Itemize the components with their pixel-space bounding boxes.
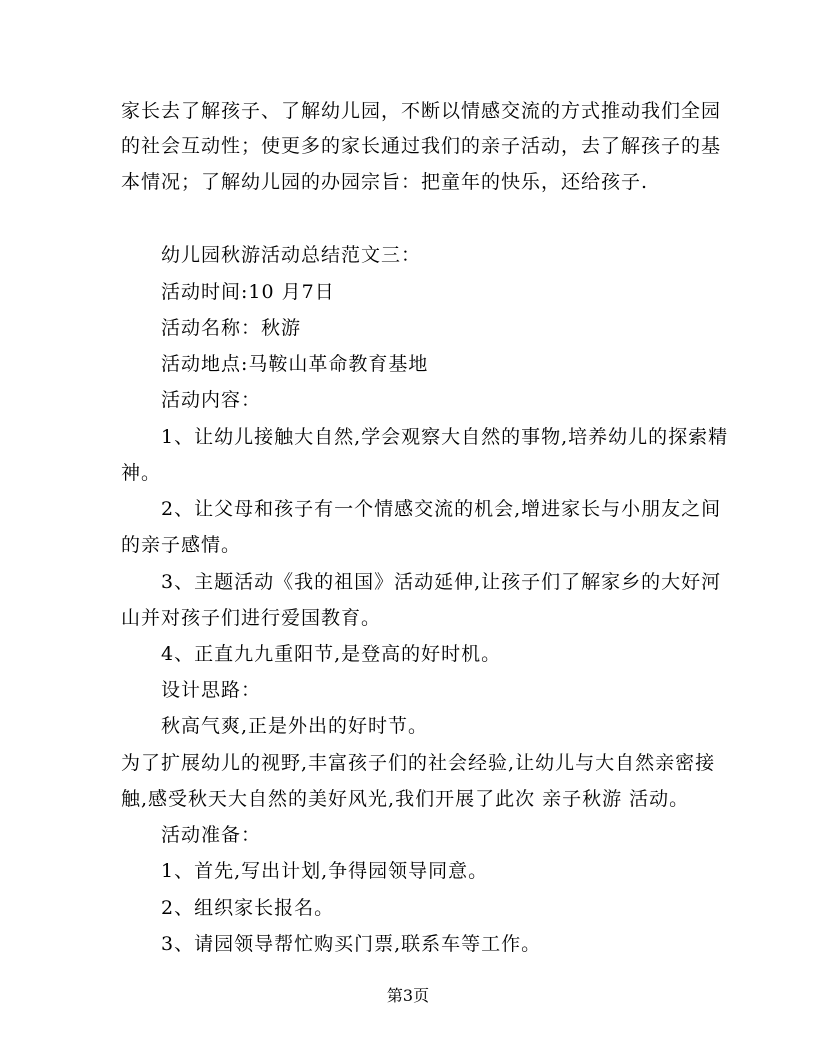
design-line-3: 触,感受秋天大自然的美好风光,我们开展了此次 亲子秋游 活动。 xyxy=(121,788,690,810)
activity-time: 活动时间:10 月7日 xyxy=(161,281,335,303)
page-number: 第3页 xyxy=(386,986,430,1005)
intro-line-3: 本情况；了解幼儿园的办园宗旨：把童年的快乐，还给孩子. xyxy=(121,171,649,193)
content-item-2-cont: 的亲子感情。 xyxy=(121,534,242,556)
activity-name: 活动名称：秋游 xyxy=(161,317,302,339)
content-item-3-cont: 山并对孩子们进行爱国教育。 xyxy=(121,607,382,629)
prep-item-1: 1、首先,写出计划,争得园领导同意。 xyxy=(161,860,489,882)
intro-line-2: 的社会互动性；使更多的家长通过我们的亲子活动，去了解孩子的基 xyxy=(121,135,722,157)
design-line-1: 秋高气爽,正是外出的好时节。 xyxy=(161,715,429,737)
content-item-1: 1、让幼儿接触大自然,学会观察大自然的事物,培养幼儿的探索精 xyxy=(161,426,729,448)
design-line-2: 为了扩展幼儿的视野,丰富孩子们的社会经验,让幼儿与大自然亲密接 xyxy=(121,752,716,774)
section-heading: 幼儿园秋游活动总结范文三： xyxy=(161,244,422,266)
activity-content-label: 活动内容： xyxy=(161,389,262,411)
content-item-4: 4、正直九九重阳节,是登高的好时机。 xyxy=(161,643,502,665)
content-item-3: 3、主题活动《我的祖国》活动延伸,让孩子们了解家乡的大好河 xyxy=(161,571,722,593)
design-label: 设计思路： xyxy=(161,679,262,701)
content-item-2: 2、让父母和孩子有一个情感交流的机会,增进家长与小朋友之间 xyxy=(161,498,722,520)
prep-item-3: 3、请园领导帮忙购买门票,联系车等工作。 xyxy=(161,933,542,955)
prep-label: 活动准备： xyxy=(161,824,262,846)
activity-place: 活动地点:马鞍山革命教育基地 xyxy=(161,353,429,375)
prep-item-2: 2、组织家长报名。 xyxy=(161,897,335,919)
intro-line-1: 家长去了解孩子、了解幼儿园，不断以情感交流的方式推动我们全园 xyxy=(121,100,722,122)
content-item-1-cont: 神。 xyxy=(121,462,162,484)
